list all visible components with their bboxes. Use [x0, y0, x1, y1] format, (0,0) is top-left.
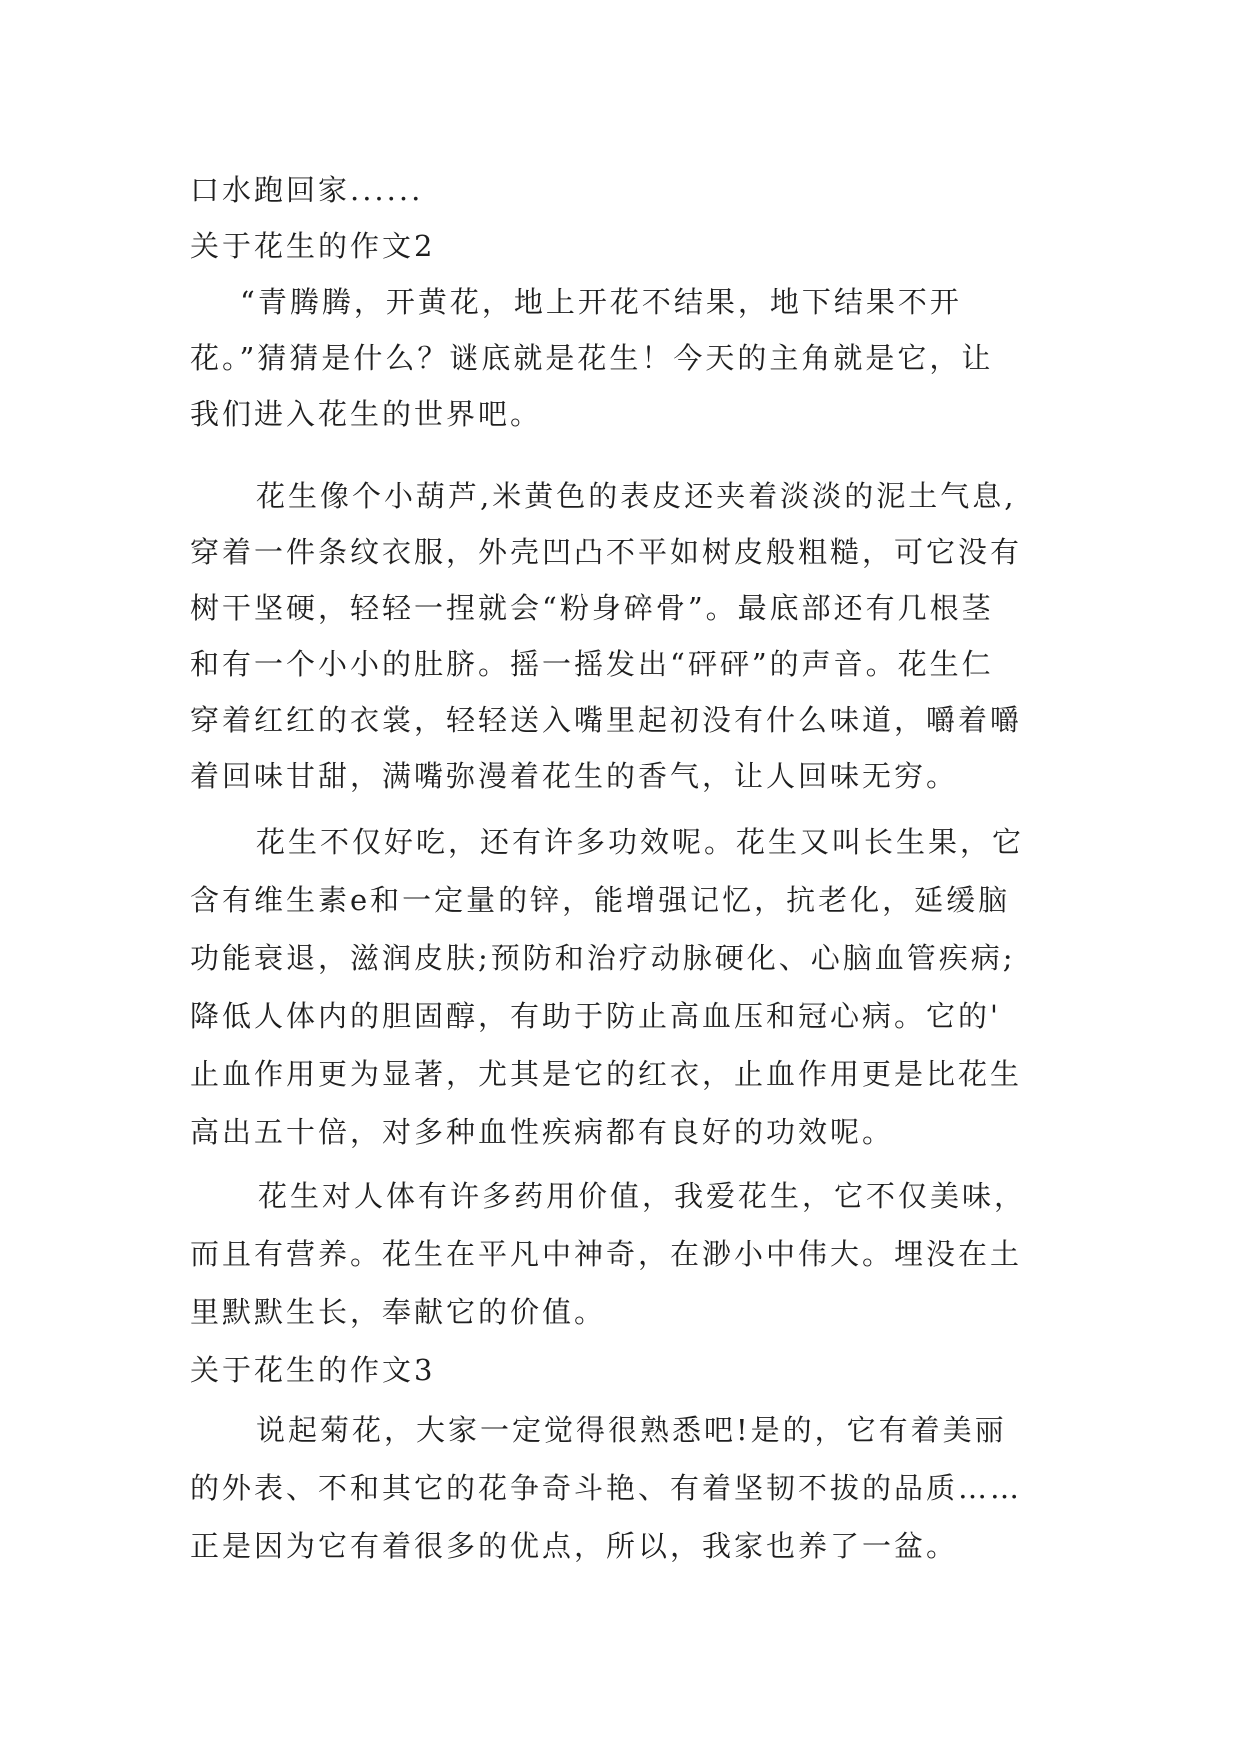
text-line: 含有维生素e和一定量的锌，能增强记忆，抗老化，延缓脑	[190, 883, 1011, 917]
text-line: “青腾腾，开黄花，地上开花不结果，地下结果不开	[240, 285, 962, 319]
text-line: 里默默生长，奉献它的价值。	[190, 1295, 607, 1329]
text-line: 止血作用更为显著，尤其是它的红衣，止血作用更是比花生	[190, 1057, 1023, 1091]
text-line: 的外表、不和其它的花争奇斗艳、有着坚韧不拔的品质……	[190, 1471, 1023, 1505]
text-line: 穿着红红的衣裳，轻轻送入嘴里起初没有什么味道，嚼着嚼	[190, 703, 1023, 737]
text-line: 我们进入花生的世界吧。	[190, 397, 543, 431]
text-line: 着回味甘甜，满嘴弥漫着花生的香气，让人回味无穷。	[190, 759, 959, 793]
text-line: 功能衰退，滋润皮肤;预防和治疗动脉硬化、心脑血管疾病;	[190, 941, 1016, 975]
section-heading: 关于花生的作文2	[190, 229, 436, 263]
text-line: 口水跑回家......	[190, 173, 424, 207]
text-line: 说起菊花，大家一定觉得很熟悉吧!是的，它有着美丽	[256, 1413, 1007, 1447]
text-line: 正是因为它有着很多的优点，所以，我家也养了一盆。	[190, 1529, 959, 1563]
text-line: 高出五十倍，对多种血性疾病都有良好的功效呢。	[190, 1115, 895, 1149]
text-line: 树干坚硬，轻轻一捏就会“粉身碎骨”。最底部还有几根茎	[190, 591, 994, 625]
text-line: 穿着一件条纹衣服，外壳凹凸不平如树皮般粗糙，可它没有	[190, 535, 1023, 569]
text-line: 而且有营养。花生在平凡中神奇，在渺小中伟大。埋没在土	[190, 1237, 1023, 1271]
text-line: 降低人体内的胆固醇，有助于防止高血压和冠心病。它的'	[190, 999, 1001, 1033]
text-line: 花生不仅好吃，还有许多功效呢。花生又叫长生果，它	[256, 825, 1025, 859]
text-line: 花生对人体有许多药用价值，我爱花生，它不仅美味，	[258, 1179, 1027, 1213]
text-line: 花生像个小葫芦,米黄色的表皮还夹着淡淡的泥土气息,	[256, 479, 1017, 513]
section-heading: 关于花生的作文3	[190, 1353, 436, 1387]
text-line: 花。”猜猜是什么？谜底就是花生！今天的主角就是它，让	[190, 341, 994, 375]
text-line: 和有一个小小的肚脐。摇一摇发出“砰砰”的声音。花生仁	[190, 647, 994, 681]
